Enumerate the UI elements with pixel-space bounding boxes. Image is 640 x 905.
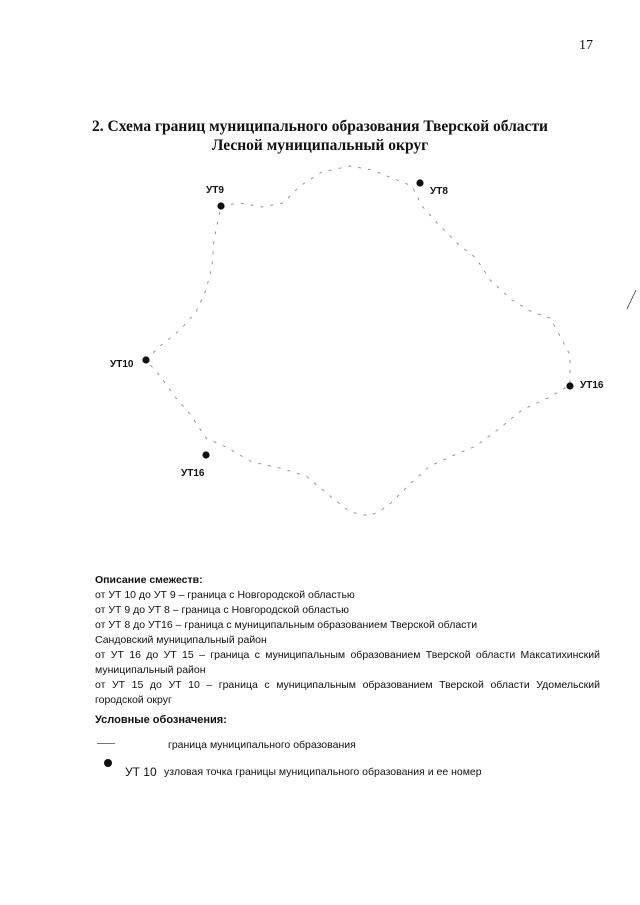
legend-node-code: УТ 10 bbox=[125, 765, 157, 779]
node-label: УТ16 bbox=[181, 468, 205, 479]
description-heading: Описание смежеств: bbox=[95, 574, 203, 586]
node-label: УТ9 bbox=[206, 185, 224, 196]
node-point-ut8 bbox=[416, 179, 448, 197]
node-dot bbox=[202, 451, 209, 458]
description-line: от УТ 8 до УТ16 – граница с муниципальным образованием Тверской области bbox=[95, 619, 478, 631]
description-line: от УТ 9 до УТ 8 – граница с Новгородской областью bbox=[95, 604, 349, 616]
node-dot bbox=[217, 202, 224, 209]
legend-boundary-label: граница муниципального образования bbox=[168, 739, 356, 751]
legend-node-dot-icon bbox=[104, 759, 112, 767]
description-line: от УТ 16 до УТ 15 – граница с муниципальным образованием Тверской области Максатихинский муниципальный район bbox=[95, 649, 600, 676]
node-point-ut16-south bbox=[181, 451, 210, 479]
node-point-ut9 bbox=[206, 185, 225, 210]
legend-node-label: узловая точка границы муниципального образования и ее номер bbox=[164, 766, 482, 778]
node-dot bbox=[142, 356, 149, 363]
legend-heading: Условные обозначения: bbox=[95, 714, 227, 726]
adjacency-description bbox=[95, 573, 600, 708]
description-line: от УТ 15 до УТ 10 – граница с муниципальным образованием Тверской области Удомельский городской округ bbox=[95, 679, 600, 706]
page-number: 17 bbox=[579, 38, 593, 53]
node-dot bbox=[566, 382, 573, 389]
title-line-2: Лесной муниципальный округ bbox=[211, 137, 429, 154]
node-point-ut10 bbox=[110, 356, 150, 370]
node-label: УТ10 bbox=[110, 359, 134, 370]
node-label: УТ16 bbox=[580, 380, 604, 391]
description-line: Сандовский муниципальный район bbox=[95, 634, 267, 646]
municipal-boundary bbox=[146, 166, 570, 516]
node-label: УТ8 bbox=[430, 186, 448, 197]
title-line-1: 2. Схема границ муниципального образования Тверской области bbox=[92, 118, 548, 135]
legend-boundary-line-symbol bbox=[97, 743, 115, 744]
description-line: от УТ 10 до УТ 9 – граница с Новгородской областью bbox=[95, 589, 355, 601]
node-dot bbox=[416, 179, 423, 186]
node-point-ut16-east bbox=[566, 380, 603, 391]
edge-mark bbox=[627, 290, 636, 309]
